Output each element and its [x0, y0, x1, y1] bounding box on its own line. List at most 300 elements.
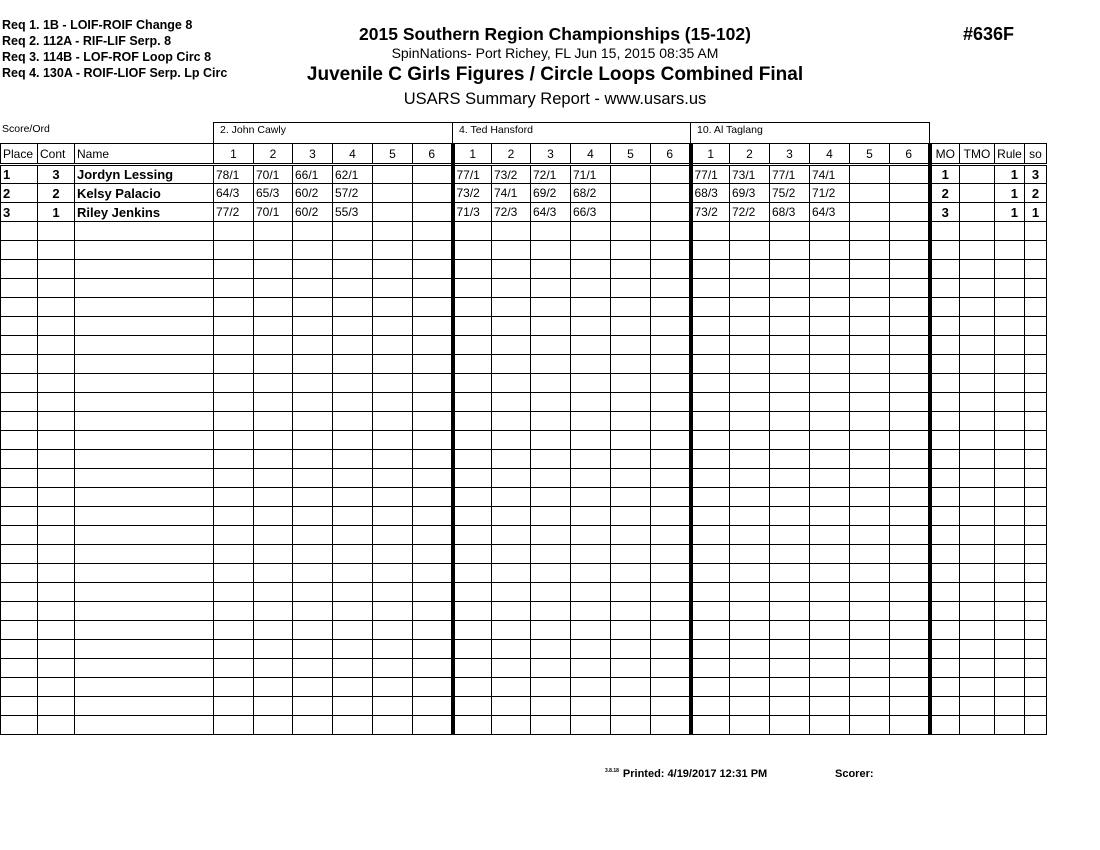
empty-cell: [254, 697, 293, 716]
judge-2-header: 4. Ted Hansford: [452, 122, 691, 143]
empty-cell: [413, 374, 453, 393]
empty-cell: [810, 355, 850, 374]
empty-cell: [1, 602, 38, 621]
empty-cell: [1025, 450, 1047, 469]
judge3-figure-3-score: 75/2: [770, 184, 810, 203]
judge1-figure-3-score: 60/2: [293, 203, 333, 222]
empty-cell: [492, 602, 531, 621]
place-cell: 3: [1, 203, 38, 222]
empty-cell: [38, 393, 75, 412]
empty-cell: [571, 583, 611, 602]
empty-cell: [930, 317, 960, 336]
empty-cell: [995, 564, 1025, 583]
venue-datetime: SpinNations- Port Richey, FL Jun 15, 2015 08:35 AM: [391, 45, 719, 61]
empty-row: [1, 564, 1047, 583]
empty-cell: [611, 317, 651, 336]
empty-cell: [492, 355, 531, 374]
judge1-figure-3-score: 60/2: [293, 184, 333, 203]
empty-cell: [293, 241, 333, 260]
empty-cell: [293, 583, 333, 602]
empty-cell: [770, 450, 810, 469]
empty-cell: [850, 678, 890, 697]
empty-cell: [995, 545, 1025, 564]
empty-cell: [890, 678, 930, 697]
empty-cell: [333, 716, 373, 735]
empty-cell: [995, 526, 1025, 545]
empty-cell: [691, 621, 730, 640]
j3-fig4-header: 4: [810, 144, 850, 165]
empty-cell: [1025, 355, 1047, 374]
empty-cell: [214, 241, 254, 260]
empty-cell: [1, 412, 38, 431]
empty-cell: [333, 222, 373, 241]
empty-cell: [214, 450, 254, 469]
empty-cell: [810, 602, 850, 621]
judge2-figure-2-score: 73/2: [492, 165, 531, 184]
empty-cell: [293, 222, 333, 241]
judge2-figure-6-score: [651, 165, 691, 184]
empty-cell: [413, 507, 453, 526]
empty-cell: [254, 450, 293, 469]
empty-cell: [1025, 298, 1047, 317]
judge-3-header: 10. Al Taglang: [690, 122, 930, 143]
empty-cell: [995, 697, 1025, 716]
empty-cell: [770, 602, 810, 621]
empty-cell: [730, 640, 770, 659]
empty-cell: [691, 469, 730, 488]
empty-cell: [75, 241, 214, 260]
empty-cell: [810, 697, 850, 716]
empty-cell: [333, 488, 373, 507]
event-code: #636F: [963, 24, 1015, 44]
j2-fig6-header: 6: [651, 144, 691, 165]
judge1-figure-1-score: 77/2: [214, 203, 254, 222]
j3-fig1-header: 1: [691, 144, 730, 165]
judge2-figure-1-score: 73/2: [453, 184, 492, 203]
empty-cell: [960, 393, 995, 412]
empty-cell: [850, 393, 890, 412]
empty-cell: [730, 393, 770, 412]
empty-cell: [571, 222, 611, 241]
so-header: so: [1025, 144, 1047, 165]
empty-cell: [930, 222, 960, 241]
empty-cell: [453, 241, 492, 260]
judge2-figure-3-score: 69/2: [531, 184, 571, 203]
empty-cell: [75, 469, 214, 488]
cont-cell: 2: [38, 184, 75, 203]
empty-cell: [691, 374, 730, 393]
empty-cell: [531, 526, 571, 545]
judge2-figure-2-score: 72/3: [492, 203, 531, 222]
empty-cell: [730, 298, 770, 317]
empty-cell: [492, 317, 531, 336]
empty-cell: [293, 697, 333, 716]
empty-cell: [293, 564, 333, 583]
empty-row: [1, 716, 1047, 735]
empty-cell: [492, 583, 531, 602]
empty-cell: [770, 279, 810, 298]
judge3-figure-1-score: 68/3: [691, 184, 730, 203]
empty-cell: [810, 507, 850, 526]
empty-cell: [571, 602, 611, 621]
empty-cell: [254, 431, 293, 450]
empty-cell: [730, 450, 770, 469]
empty-cell: [531, 374, 571, 393]
empty-cell: [492, 450, 531, 469]
empty-cell: [730, 260, 770, 279]
empty-cell: [1, 659, 38, 678]
judge3-figure-3-score: 68/3: [770, 203, 810, 222]
empty-cell: [254, 355, 293, 374]
empty-cell: [651, 621, 691, 640]
empty-cell: [1, 545, 38, 564]
empty-cell: [453, 298, 492, 317]
empty-cell: [730, 336, 770, 355]
empty-cell: [770, 716, 810, 735]
judge1-figure-5-score: [373, 165, 413, 184]
empty-cell: [611, 241, 651, 260]
empty-cell: [1, 317, 38, 336]
empty-cell: [333, 602, 373, 621]
empty-cell: [890, 317, 930, 336]
empty-row: [1, 222, 1047, 241]
empty-cell: [890, 583, 930, 602]
empty-cell: [38, 678, 75, 697]
empty-cell: [333, 583, 373, 602]
empty-cell: [531, 317, 571, 336]
empty-cell: [691, 640, 730, 659]
empty-cell: [1025, 469, 1047, 488]
empty-cell: [960, 545, 995, 564]
empty-cell: [995, 659, 1025, 678]
empty-cell: [960, 279, 995, 298]
empty-cell: [373, 241, 413, 260]
empty-cell: [293, 488, 333, 507]
empty-cell: [1, 260, 38, 279]
empty-cell: [1, 621, 38, 640]
empty-cell: [254, 640, 293, 659]
empty-cell: [333, 241, 373, 260]
empty-cell: [254, 507, 293, 526]
judge1-figure-4-score: 55/3: [333, 203, 373, 222]
empty-cell: [691, 393, 730, 412]
empty-cell: [890, 241, 930, 260]
empty-cell: [373, 469, 413, 488]
empty-cell: [333, 260, 373, 279]
empty-cell: [770, 583, 810, 602]
judge3-figure-1-score: 77/1: [691, 165, 730, 184]
empty-cell: [960, 564, 995, 583]
empty-cell: [930, 507, 960, 526]
empty-cell: [38, 564, 75, 583]
empty-cell: [492, 545, 531, 564]
empty-cell: [492, 469, 531, 488]
empty-cell: [1, 469, 38, 488]
empty-cell: [850, 488, 890, 507]
empty-cell: [293, 602, 333, 621]
mo-cell: 1: [930, 165, 960, 184]
empty-cell: [890, 298, 930, 317]
empty-cell: [531, 336, 571, 355]
empty-cell: [995, 640, 1025, 659]
empty-cell: [254, 564, 293, 583]
empty-cell: [730, 621, 770, 640]
empty-cell: [651, 431, 691, 450]
empty-cell: [413, 564, 453, 583]
empty-cell: [492, 488, 531, 507]
judge3-figure-4-score: 74/1: [810, 165, 850, 184]
empty-cell: [413, 469, 453, 488]
empty-cell: [611, 431, 651, 450]
empty-cell: [930, 488, 960, 507]
empty-cell: [890, 260, 930, 279]
empty-cell: [333, 621, 373, 640]
empty-cell: [38, 697, 75, 716]
empty-cell: [373, 488, 413, 507]
judge3-figure-3-score: 77/1: [770, 165, 810, 184]
judge1-figure-2-score: 65/3: [254, 184, 293, 203]
empty-cell: [730, 564, 770, 583]
empty-cell: [453, 602, 492, 621]
empty-cell: [1025, 659, 1047, 678]
empty-cell: [730, 488, 770, 507]
empty-cell: [930, 279, 960, 298]
empty-cell: [995, 583, 1025, 602]
cont-cell: 1: [38, 203, 75, 222]
empty-cell: [373, 317, 413, 336]
empty-row: [1, 640, 1047, 659]
empty-cell: [810, 659, 850, 678]
empty-cell: [651, 716, 691, 735]
empty-cell: [770, 222, 810, 241]
empty-cell: [651, 545, 691, 564]
mo-cell: 2: [930, 184, 960, 203]
empty-cell: [75, 374, 214, 393]
empty-cell: [531, 697, 571, 716]
empty-cell: [75, 640, 214, 659]
empty-cell: [810, 526, 850, 545]
empty-cell: [293, 317, 333, 336]
empty-cell: [651, 317, 691, 336]
empty-cell: [770, 431, 810, 450]
empty-cell: [1, 241, 38, 260]
empty-cell: [214, 697, 254, 716]
empty-cell: [373, 659, 413, 678]
empty-cell: [293, 260, 333, 279]
j2-fig4-header: 4: [571, 144, 611, 165]
empty-cell: [995, 260, 1025, 279]
empty-cell: [531, 678, 571, 697]
empty-cell: [850, 222, 890, 241]
empty-cell: [531, 355, 571, 374]
empty-cell: [960, 412, 995, 431]
empty-cell: [611, 412, 651, 431]
empty-cell: [38, 355, 75, 374]
cont-header: Cont: [38, 144, 75, 165]
empty-cell: [1025, 678, 1047, 697]
judge2-figure-4-score: 68/2: [571, 184, 611, 203]
empty-cell: [850, 260, 890, 279]
empty-cell: [770, 298, 810, 317]
empty-cell: [531, 545, 571, 564]
empty-cell: [930, 431, 960, 450]
empty-cell: [453, 621, 492, 640]
empty-cell: [1025, 545, 1047, 564]
empty-cell: [930, 659, 960, 678]
empty-cell: [930, 241, 960, 260]
empty-cell: [492, 279, 531, 298]
empty-cell: [413, 583, 453, 602]
empty-cell: [531, 412, 571, 431]
empty-cell: [254, 279, 293, 298]
empty-cell: [413, 355, 453, 374]
empty-cell: [930, 336, 960, 355]
empty-cell: [930, 697, 960, 716]
empty-cell: [571, 697, 611, 716]
empty-cell: [531, 488, 571, 507]
empty-cell: [492, 260, 531, 279]
empty-cell: [691, 298, 730, 317]
empty-cell: [995, 355, 1025, 374]
empty-cell: [453, 659, 492, 678]
empty-cell: [492, 241, 531, 260]
empty-cell: [651, 260, 691, 279]
empty-cell: [413, 431, 453, 450]
empty-cell: [611, 640, 651, 659]
empty-cell: [1025, 412, 1047, 431]
empty-row: [1, 279, 1047, 298]
empty-cell: [930, 621, 960, 640]
empty-cell: [960, 583, 995, 602]
empty-cell: [850, 697, 890, 716]
empty-cell: [611, 526, 651, 545]
j3-fig3-header: 3: [770, 144, 810, 165]
empty-cell: [453, 355, 492, 374]
judge1-figure-2-score: 70/1: [254, 203, 293, 222]
empty-cell: [810, 640, 850, 659]
j1-fig2-header: 2: [254, 144, 293, 165]
empty-cell: [413, 640, 453, 659]
empty-cell: [492, 640, 531, 659]
empty-cell: [611, 355, 651, 374]
empty-cell: [571, 526, 611, 545]
empty-cell: [770, 393, 810, 412]
empty-cell: [810, 336, 850, 355]
empty-row: [1, 374, 1047, 393]
empty-cell: [960, 241, 995, 260]
table-row: [1, 203, 1047, 222]
empty-cell: [75, 678, 214, 697]
empty-cell: [890, 412, 930, 431]
tmo-cell: [960, 165, 995, 184]
empty-cell: [930, 526, 960, 545]
empty-cell: [730, 545, 770, 564]
empty-cell: [651, 298, 691, 317]
empty-cell: [453, 564, 492, 583]
empty-cell: [995, 488, 1025, 507]
empty-cell: [38, 640, 75, 659]
empty-cell: [1, 564, 38, 583]
empty-cell: [38, 374, 75, 393]
empty-cell: [492, 716, 531, 735]
empty-cell: [333, 697, 373, 716]
empty-cell: [890, 488, 930, 507]
empty-cell: [930, 374, 960, 393]
empty-cell: [651, 241, 691, 260]
empty-cell: [75, 526, 214, 545]
empty-cell: [730, 583, 770, 602]
empty-cell: [810, 393, 850, 412]
empty-cell: [651, 678, 691, 697]
empty-cell: [611, 393, 651, 412]
empty-cell: [611, 678, 651, 697]
judge2-figure-5-score: [611, 203, 651, 222]
empty-cell: [214, 393, 254, 412]
j1-fig4-header: 4: [333, 144, 373, 165]
judge2-figure-6-score: [651, 184, 691, 203]
empty-cell: [890, 450, 930, 469]
empty-cell: [850, 602, 890, 621]
empty-cell: [850, 317, 890, 336]
empty-cell: [254, 241, 293, 260]
judge1-figure-1-score: 78/1: [214, 165, 254, 184]
empty-cell: [1025, 336, 1047, 355]
empty-cell: [651, 222, 691, 241]
empty-cell: [413, 678, 453, 697]
empty-cell: [1025, 621, 1047, 640]
empty-cell: [691, 564, 730, 583]
empty-cell: [810, 450, 850, 469]
empty-cell: [730, 659, 770, 678]
empty-cell: [333, 279, 373, 298]
empty-cell: [850, 545, 890, 564]
empty-cell: [214, 260, 254, 279]
empty-cell: [850, 450, 890, 469]
empty-cell: [1025, 374, 1047, 393]
empty-cell: [691, 545, 730, 564]
empty-cell: [75, 355, 214, 374]
empty-cell: [453, 222, 492, 241]
empty-cell: [214, 545, 254, 564]
empty-cell: [38, 222, 75, 241]
empty-cell: [413, 526, 453, 545]
judge2-figure-3-score: 72/1: [531, 165, 571, 184]
empty-cell: [850, 355, 890, 374]
empty-cell: [492, 393, 531, 412]
empty-cell: [890, 222, 930, 241]
empty-cell: [770, 336, 810, 355]
empty-cell: [770, 260, 810, 279]
empty-cell: [611, 469, 651, 488]
event-title: Juvenile C Girls Figures / Circle Loops Combined Final: [306, 64, 804, 85]
empty-cell: [373, 583, 413, 602]
tmo-header: TMO: [960, 144, 995, 165]
empty-cell: [531, 621, 571, 640]
empty-cell: [890, 431, 930, 450]
empty-cell: [611, 602, 651, 621]
empty-cell: [214, 659, 254, 678]
empty-cell: [995, 602, 1025, 621]
empty-cell: [75, 450, 214, 469]
empty-cell: [531, 260, 571, 279]
empty-row: [1, 260, 1047, 279]
empty-cell: [995, 450, 1025, 469]
empty-cell: [254, 412, 293, 431]
empty-cell: [850, 716, 890, 735]
empty-cell: [850, 621, 890, 640]
empty-cell: [492, 621, 531, 640]
empty-cell: [995, 469, 1025, 488]
